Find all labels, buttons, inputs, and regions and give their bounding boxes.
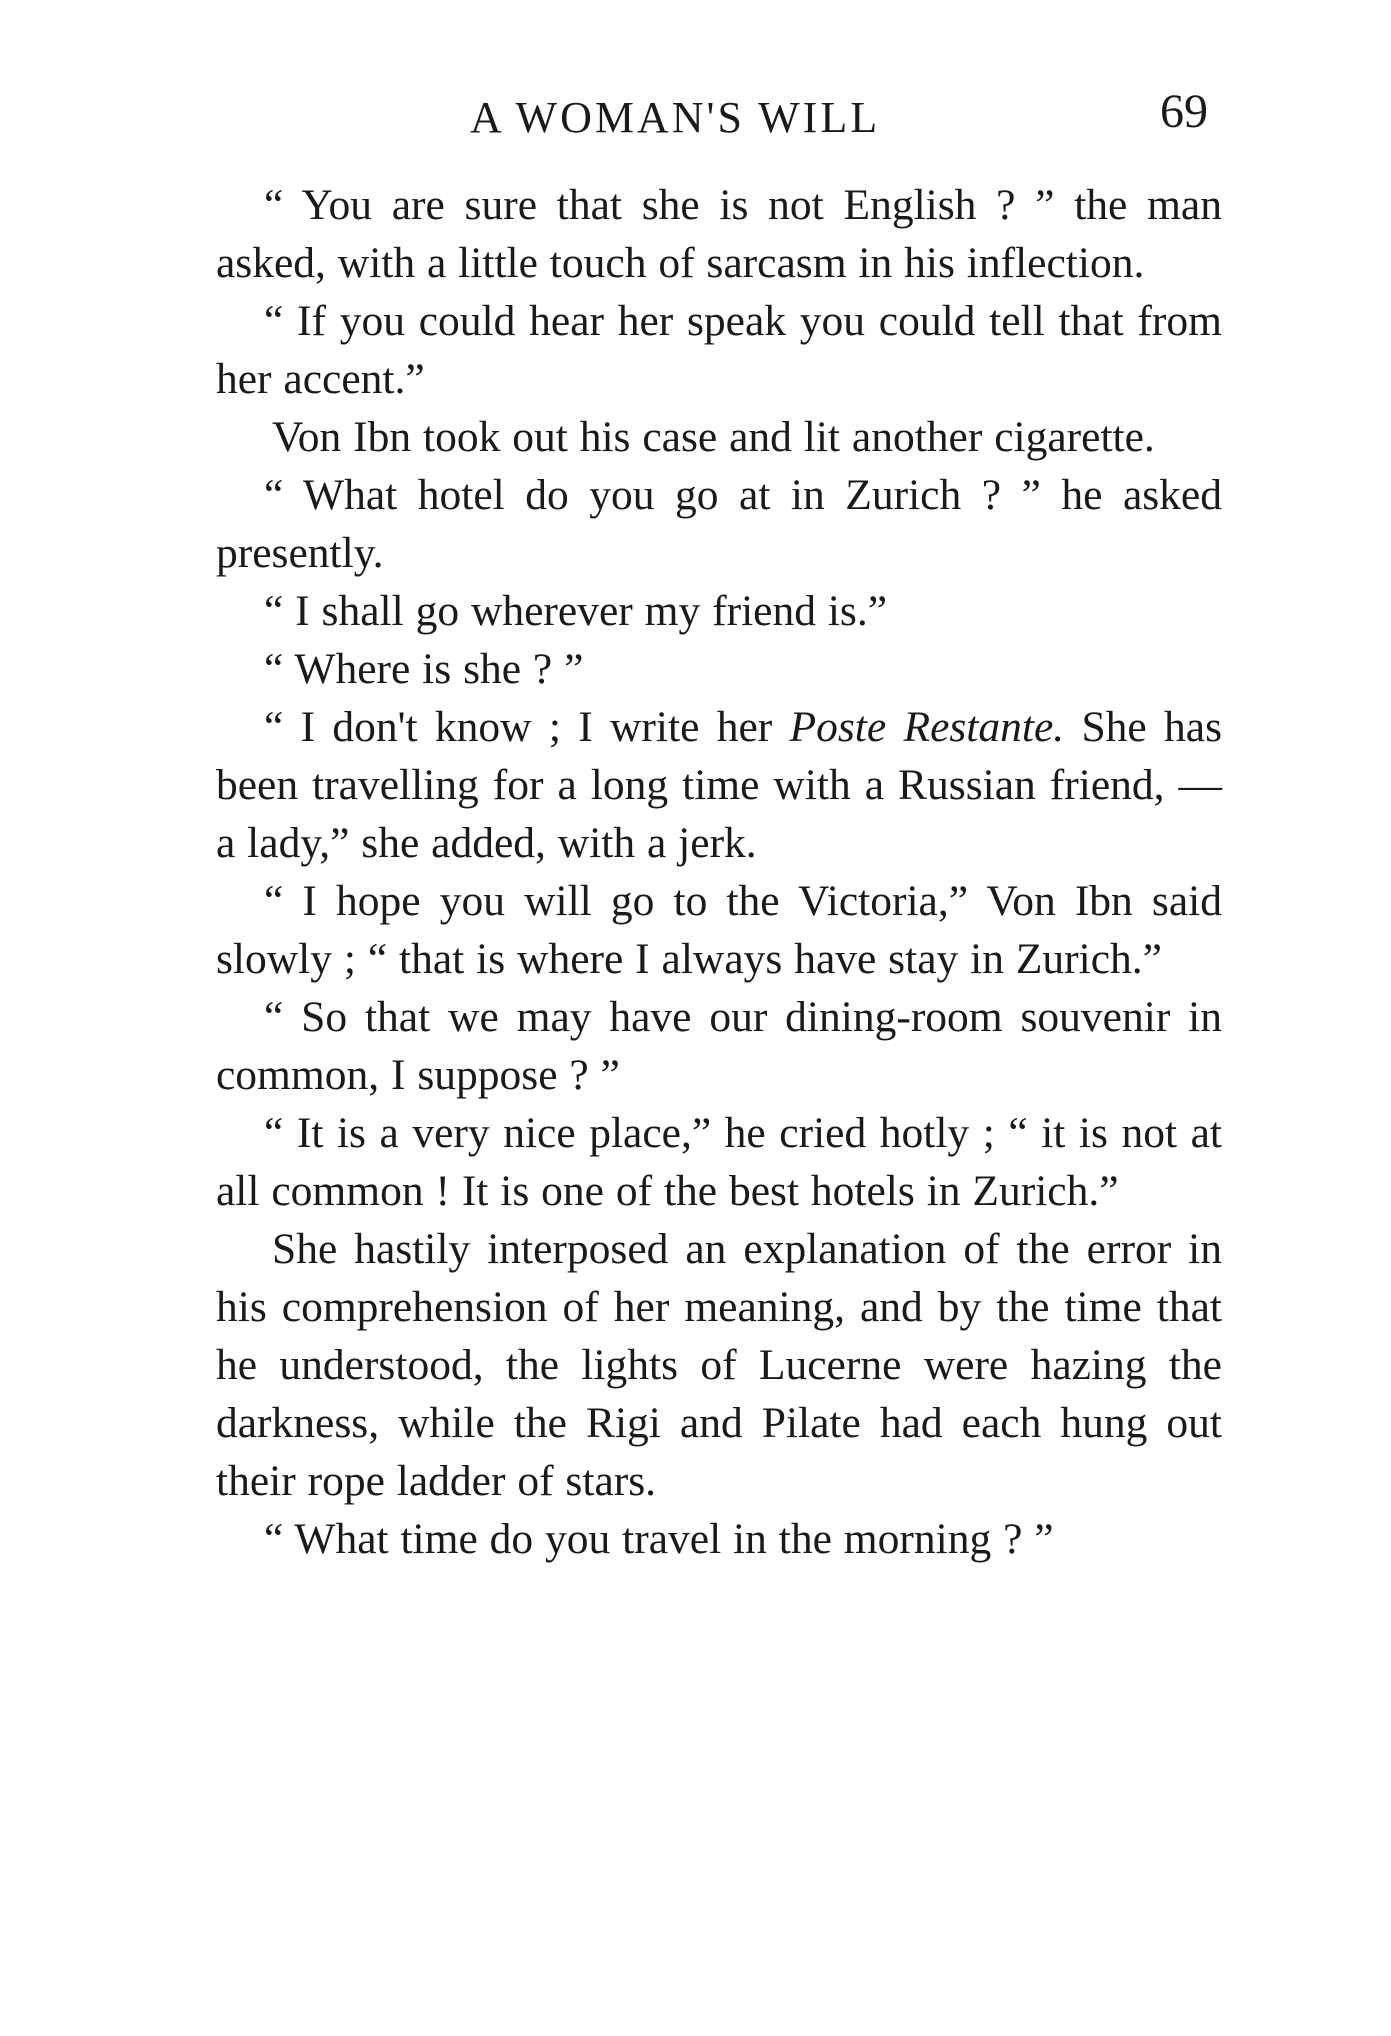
paragraph: Von Ibn took out his case and lit another cigarette. bbox=[272, 413, 1155, 461]
paragraph: “ You are sure that she is not English ? ” the man asked, with a little touch of sarcasm in his inflection. bbox=[216, 181, 1222, 287]
paragraph: “ Where is she ? ” bbox=[264, 645, 584, 693]
paragraph: “ I shall go wherever my friend is.” bbox=[264, 587, 888, 635]
paragraph bbox=[216, 698, 1222, 872]
body-text bbox=[216, 176, 1222, 1568]
running-title: A WOMAN'S WILL bbox=[470, 93, 881, 142]
paragraph: She hastily interposed an explanation of the error in his comprehension of her meaning, and by the time that he understood, the lights of Lucerne were hazing the darkness, while the Rigi and Pilate had each hung out their rope ladder of stars. bbox=[216, 1225, 1222, 1505]
paragraph: “ So that we may have our dining-room souvenir in common, I suppose ? ” bbox=[216, 993, 1222, 1099]
paragraph: “ I hope you will go to the Victoria,” Von Ibn said slowly ; “ that is where I always have stay in Zurich.” bbox=[216, 877, 1222, 983]
paragraph: “ If you could hear her speak you could tell that from her accent.” bbox=[216, 297, 1222, 403]
paragraph-text: She has been travelling for a long time with a Russian friend, — a lady,” she added, with a jerk. bbox=[216, 703, 1222, 867]
paragraph-text: “ I don't know ; I write her bbox=[264, 703, 790, 751]
paragraph: “ It is a very nice place,” he cried hotly ; “ it is not at all common ! It is one of the best hotels in Zurich.” bbox=[216, 1109, 1222, 1215]
italic-phrase: Poste Restante. bbox=[789, 703, 1065, 751]
page-number: 69 bbox=[1160, 85, 1208, 138]
paragraph: “ What time do you travel in the morning ? ” bbox=[264, 1515, 1054, 1563]
paragraph: “ What hotel do you go at in Zurich ? ” he asked presently. bbox=[216, 471, 1222, 577]
